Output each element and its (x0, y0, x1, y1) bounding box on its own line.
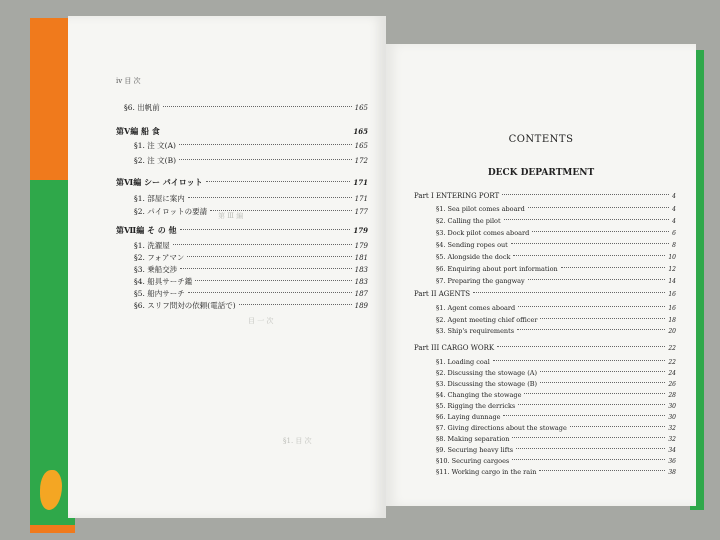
toc-entry: §7. Preparing the gangway 14 (436, 277, 676, 285)
toc-entry: §6. スリフ問対の依頼(電話で) 189 (134, 301, 368, 310)
toc-section: 第Ⅶ編 そ の 他 179 (116, 225, 368, 235)
toc-entry: §1. 洗濯屋 179 (134, 241, 368, 250)
toc-entry: §3. Dock pilot comes aboard 6 (436, 229, 676, 237)
toc-entry: §6. 出帆前 165 (124, 103, 368, 112)
toc-entry: §2. フォアマン 181 (134, 253, 368, 262)
show-through-text: 目 一 次 (248, 317, 274, 325)
toc-entry: §6. Enquiring about port information 12 (436, 265, 676, 273)
toc-entry: §7. Giving directions about the stowage 32 (436, 424, 676, 432)
toc-entry: §1. Sea pilot comes aboard 4 (436, 205, 676, 213)
toc-entry: §1. 部屋に案内 171 (134, 194, 368, 203)
toc-entry: §2. 注 文(B) 172 (134, 156, 368, 165)
show-through-text: §1. 目 次 (283, 437, 312, 445)
toc-entry: §4. Changing the stowage 28 (436, 391, 676, 399)
toc-entry: §11. Working cargo in the rain 38 (436, 468, 676, 476)
left-page (68, 16, 386, 518)
right-page (386, 44, 696, 506)
toc-entry: §2. Calling the pilot 4 (436, 217, 676, 225)
toc-part: Part II AGENTS 16 (414, 290, 676, 298)
toc-entry: §8. Making separation 32 (436, 435, 676, 443)
toc-entry: §4. 船具サーチ鑑 183 (134, 277, 368, 286)
toc-entry: §3. 乗船交渉 183 (134, 265, 368, 274)
toc-entry: §9. Securing heavy lifts 34 (436, 446, 676, 454)
toc-part: Part I ENTERING PORT 4 (414, 192, 676, 200)
toc-entry: §5. 船内サーチ 187 (134, 289, 368, 298)
toc-entry: §1. Loading coal 22 (436, 358, 676, 366)
running-head: iv 目 次 (116, 77, 141, 85)
contents-title: CONTENTS (508, 134, 574, 145)
toc-section: 第Ⅴ編 船 食 165 (116, 126, 368, 136)
toc-section: 第Ⅵ編 シー パイロット 171 (116, 177, 368, 187)
toc-entry: §2. Agent meeting chief officer 18 (436, 316, 676, 324)
toc-entry: §3. Discussing the stowage (B) 26 (436, 380, 676, 388)
toc-entry: §2. Discussing the stowage (A) 24 (436, 369, 676, 377)
toc-entry: §1. Agent comes aboard 16 (436, 304, 676, 312)
toc-entry: §1. 注 文(A) 165 (134, 141, 368, 150)
department-heading: DECK DEPARTMENT (487, 168, 595, 178)
toc-entry: §2. パイロットの要請 177 (134, 207, 368, 216)
toc-entry: §3. Ship's requirements 20 (436, 327, 676, 335)
toc-entry: §10. Securing cargoes 36 (436, 457, 676, 465)
toc-entry: §5. Alongside the dock 10 (436, 253, 676, 261)
toc-entry: §4. Sending ropes out 8 (436, 241, 676, 249)
show-through-text: 第 Ⅲ 編 (218, 212, 244, 220)
toc-entry: §5. Rigging the derricks 30 (436, 402, 676, 410)
toc-part: Part III CARGO WORK 22 (414, 344, 676, 352)
toc-entry: §6. Laying dunnage 30 (436, 413, 676, 421)
